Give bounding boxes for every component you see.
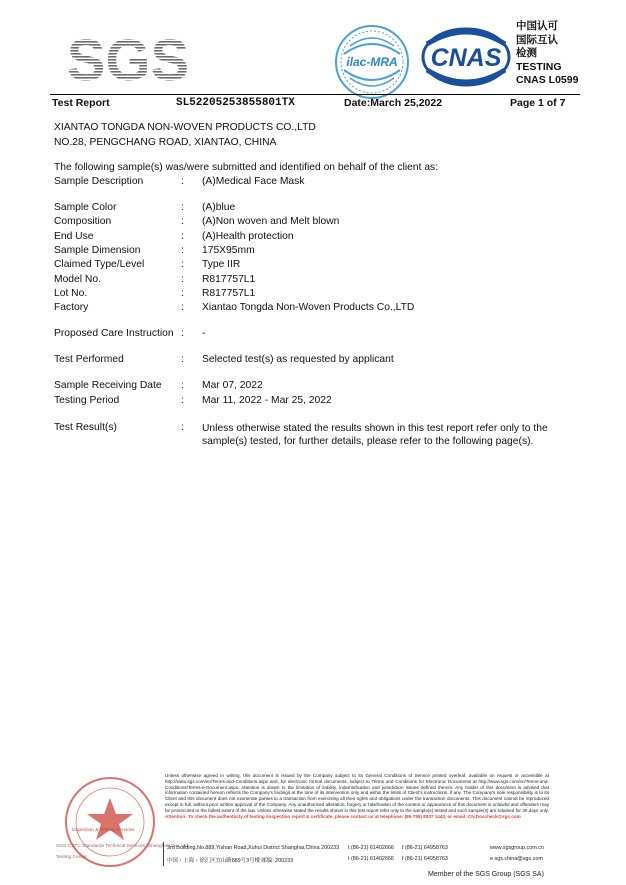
accreditation-line: TESTING xyxy=(516,60,562,73)
accreditation-line: 国际互认 xyxy=(516,33,558,46)
field-label: Claimed Type/Level xyxy=(54,259,145,270)
field-label: Sample Receiving Date xyxy=(54,380,162,391)
fax: f (86-21) 64958763 xyxy=(402,856,448,862)
field-value: Xiantao Tongda Non-Woven Products Co.,LTD xyxy=(202,302,415,313)
intro-text: The following sample(s) was/were submitted and identified on behalf of the client as: xyxy=(54,162,439,173)
accreditation-line: 中国认可 xyxy=(516,20,558,32)
field-colon: : xyxy=(181,380,184,391)
field-value: Mar 07, 2022 xyxy=(202,380,263,391)
cnas-logo xyxy=(421,26,511,88)
field-colon: : xyxy=(181,245,184,256)
field-label: Test Performed xyxy=(54,354,124,365)
field-colon: : xyxy=(181,328,184,339)
field-value: (A)Medical Face Mask xyxy=(202,176,305,187)
address-en: 3rd Building,No.889,Yishan Road,Xuhui District Shanghai,China 200233 xyxy=(167,845,340,851)
field-colon: : xyxy=(181,231,184,242)
field-colon: : xyxy=(181,259,184,270)
client-name: XIANTAO TONGDA NON-WOVEN PRODUCTS CO.,LTD xyxy=(54,122,316,133)
field-value: R817757L1 xyxy=(202,288,256,299)
field-label: Model No. xyxy=(54,274,101,285)
sgs-logo-text: SGS xyxy=(66,28,190,93)
disclaimer-text: Unless otherwise agreed in writing, this document is issued by the Company subject to its General Conditions of Service printed overleaf, available on request or accessible at http://www.sgs.com/en/Terms-and-Conditions.aspx and, for electronic format documents, subject to Terms and Conditions for Electronic Documents at http://www.sgs.com/en/Terms-and-Conditions/Terms-e-Document.aspx. Attention is drawn to the limitation of liability, indemnification and jurisdiction issues defined therein. Any holder of this document is advised that information contained hereon reflects the Company's findings at the time of its intervention only and within the limits of Client's instructions, if any. The Company's sole responsibility is to its Client and this document does not exonerate parties to a transaction from exercising all their rights and obligations under the transaction documents. This document cannot be reproduced except in full, without prior written approval of the Company. Any unauthorized alteration, forgery or falsification of the content or appearance of this document is unlawful and offenders may be prosecuted to the fullest extent of the law. Unless otherwise stated the results shown in this test report refer only to the sample(s) tested and such sample(s) are retained for 30 days only. xyxy=(165,773,549,813)
page-indicator: Page 1 of 7 xyxy=(510,97,566,109)
field-value: Unless otherwise stated the results shown in this test report refer only to the sample(s) tested, for further details, please refer to the following page(s). xyxy=(202,423,548,447)
cnas-text: CNAS xyxy=(430,44,502,72)
field-value: - xyxy=(202,328,206,339)
field-colon: : xyxy=(181,354,184,365)
attention-text: Attention: To check the authenticity of testing /inspection report & certificate, please contact us at telephone: (86-755) 8307 1443, or email: CN.Doccheck@sgs.com xyxy=(165,813,521,819)
accreditation-line: CNAS L0599 xyxy=(516,74,579,86)
phone: t (86-21) 61402666 xyxy=(348,856,394,862)
email-link[interactable]: e sgs.china@sgs.com xyxy=(490,856,543,862)
footer-disclaimer xyxy=(165,773,549,819)
field-colon: : xyxy=(181,288,184,299)
address-cn: 中国・上海・徐汇区宜山路889号3号楼 邮编: 200233 xyxy=(167,858,294,864)
field-label: Testing Period xyxy=(54,395,120,406)
footer-divider xyxy=(163,842,164,866)
field-value: Selected test(s) as requested by applicant xyxy=(202,354,394,365)
field-value: (A)Health protection xyxy=(202,231,294,242)
phone: t (86-21) 61402666 xyxy=(348,845,394,851)
field-value: (A)Non woven and Melt blown xyxy=(202,216,340,227)
field-label: Lot No. xyxy=(54,288,88,299)
field-value: Mar 11, 2022 - Mar 25, 2022 xyxy=(202,395,332,406)
header-divider xyxy=(50,94,580,95)
field-value: 175X95mm xyxy=(202,245,255,256)
field-colon: : xyxy=(181,216,184,227)
report-label: Test Report xyxy=(52,97,110,109)
field-colon: : xyxy=(181,395,184,406)
member-note: Member of the SGS Group (SGS SA) xyxy=(428,871,544,878)
sgs-logo xyxy=(66,26,190,93)
fax: f (86-21) 64958763 xyxy=(402,845,448,851)
ilac-mra-logo xyxy=(334,24,410,100)
seal-text: Testing Center xyxy=(56,855,87,860)
seal-text: SGS-CSTC Standards Technical Services (Shanghai) Co., Ltd. xyxy=(56,844,190,849)
field-value: R817757L1 xyxy=(202,274,256,285)
field-label: Proposed Care Instruction xyxy=(54,328,174,339)
field-value: Type IIR xyxy=(202,259,241,270)
field-label: Sample Dimension xyxy=(54,245,141,256)
accreditation-line: 检测 xyxy=(516,47,537,59)
field-colon: : xyxy=(181,302,184,313)
field-label: Composition xyxy=(54,216,112,227)
ilac-mra-text: ilac-MRA xyxy=(346,55,398,69)
field-label: Factory xyxy=(54,302,89,313)
field-label: Test Result(s) xyxy=(54,422,117,433)
client-address: NO.28, PENGCHANG ROAD, XIANTAO, CHINA xyxy=(54,137,277,148)
field-label: Sample Description xyxy=(54,176,144,187)
report-date: Date:March 25,2022 xyxy=(344,97,443,109)
field-colon: : xyxy=(181,274,184,285)
report-number: SL52205253855801TX xyxy=(176,97,295,109)
field-colon: : xyxy=(181,176,184,187)
field-value: (A)blue xyxy=(202,202,236,213)
website-link[interactable]: www.sgsgroup.com.cn xyxy=(490,845,544,851)
field-colon: : xyxy=(181,422,184,433)
accreditation-block xyxy=(516,20,606,88)
field-label: End Use xyxy=(54,231,94,242)
field-label: Sample Color xyxy=(54,202,117,213)
seal-text: Inspection & Testing Services xyxy=(72,828,135,833)
field-colon: : xyxy=(181,202,184,213)
